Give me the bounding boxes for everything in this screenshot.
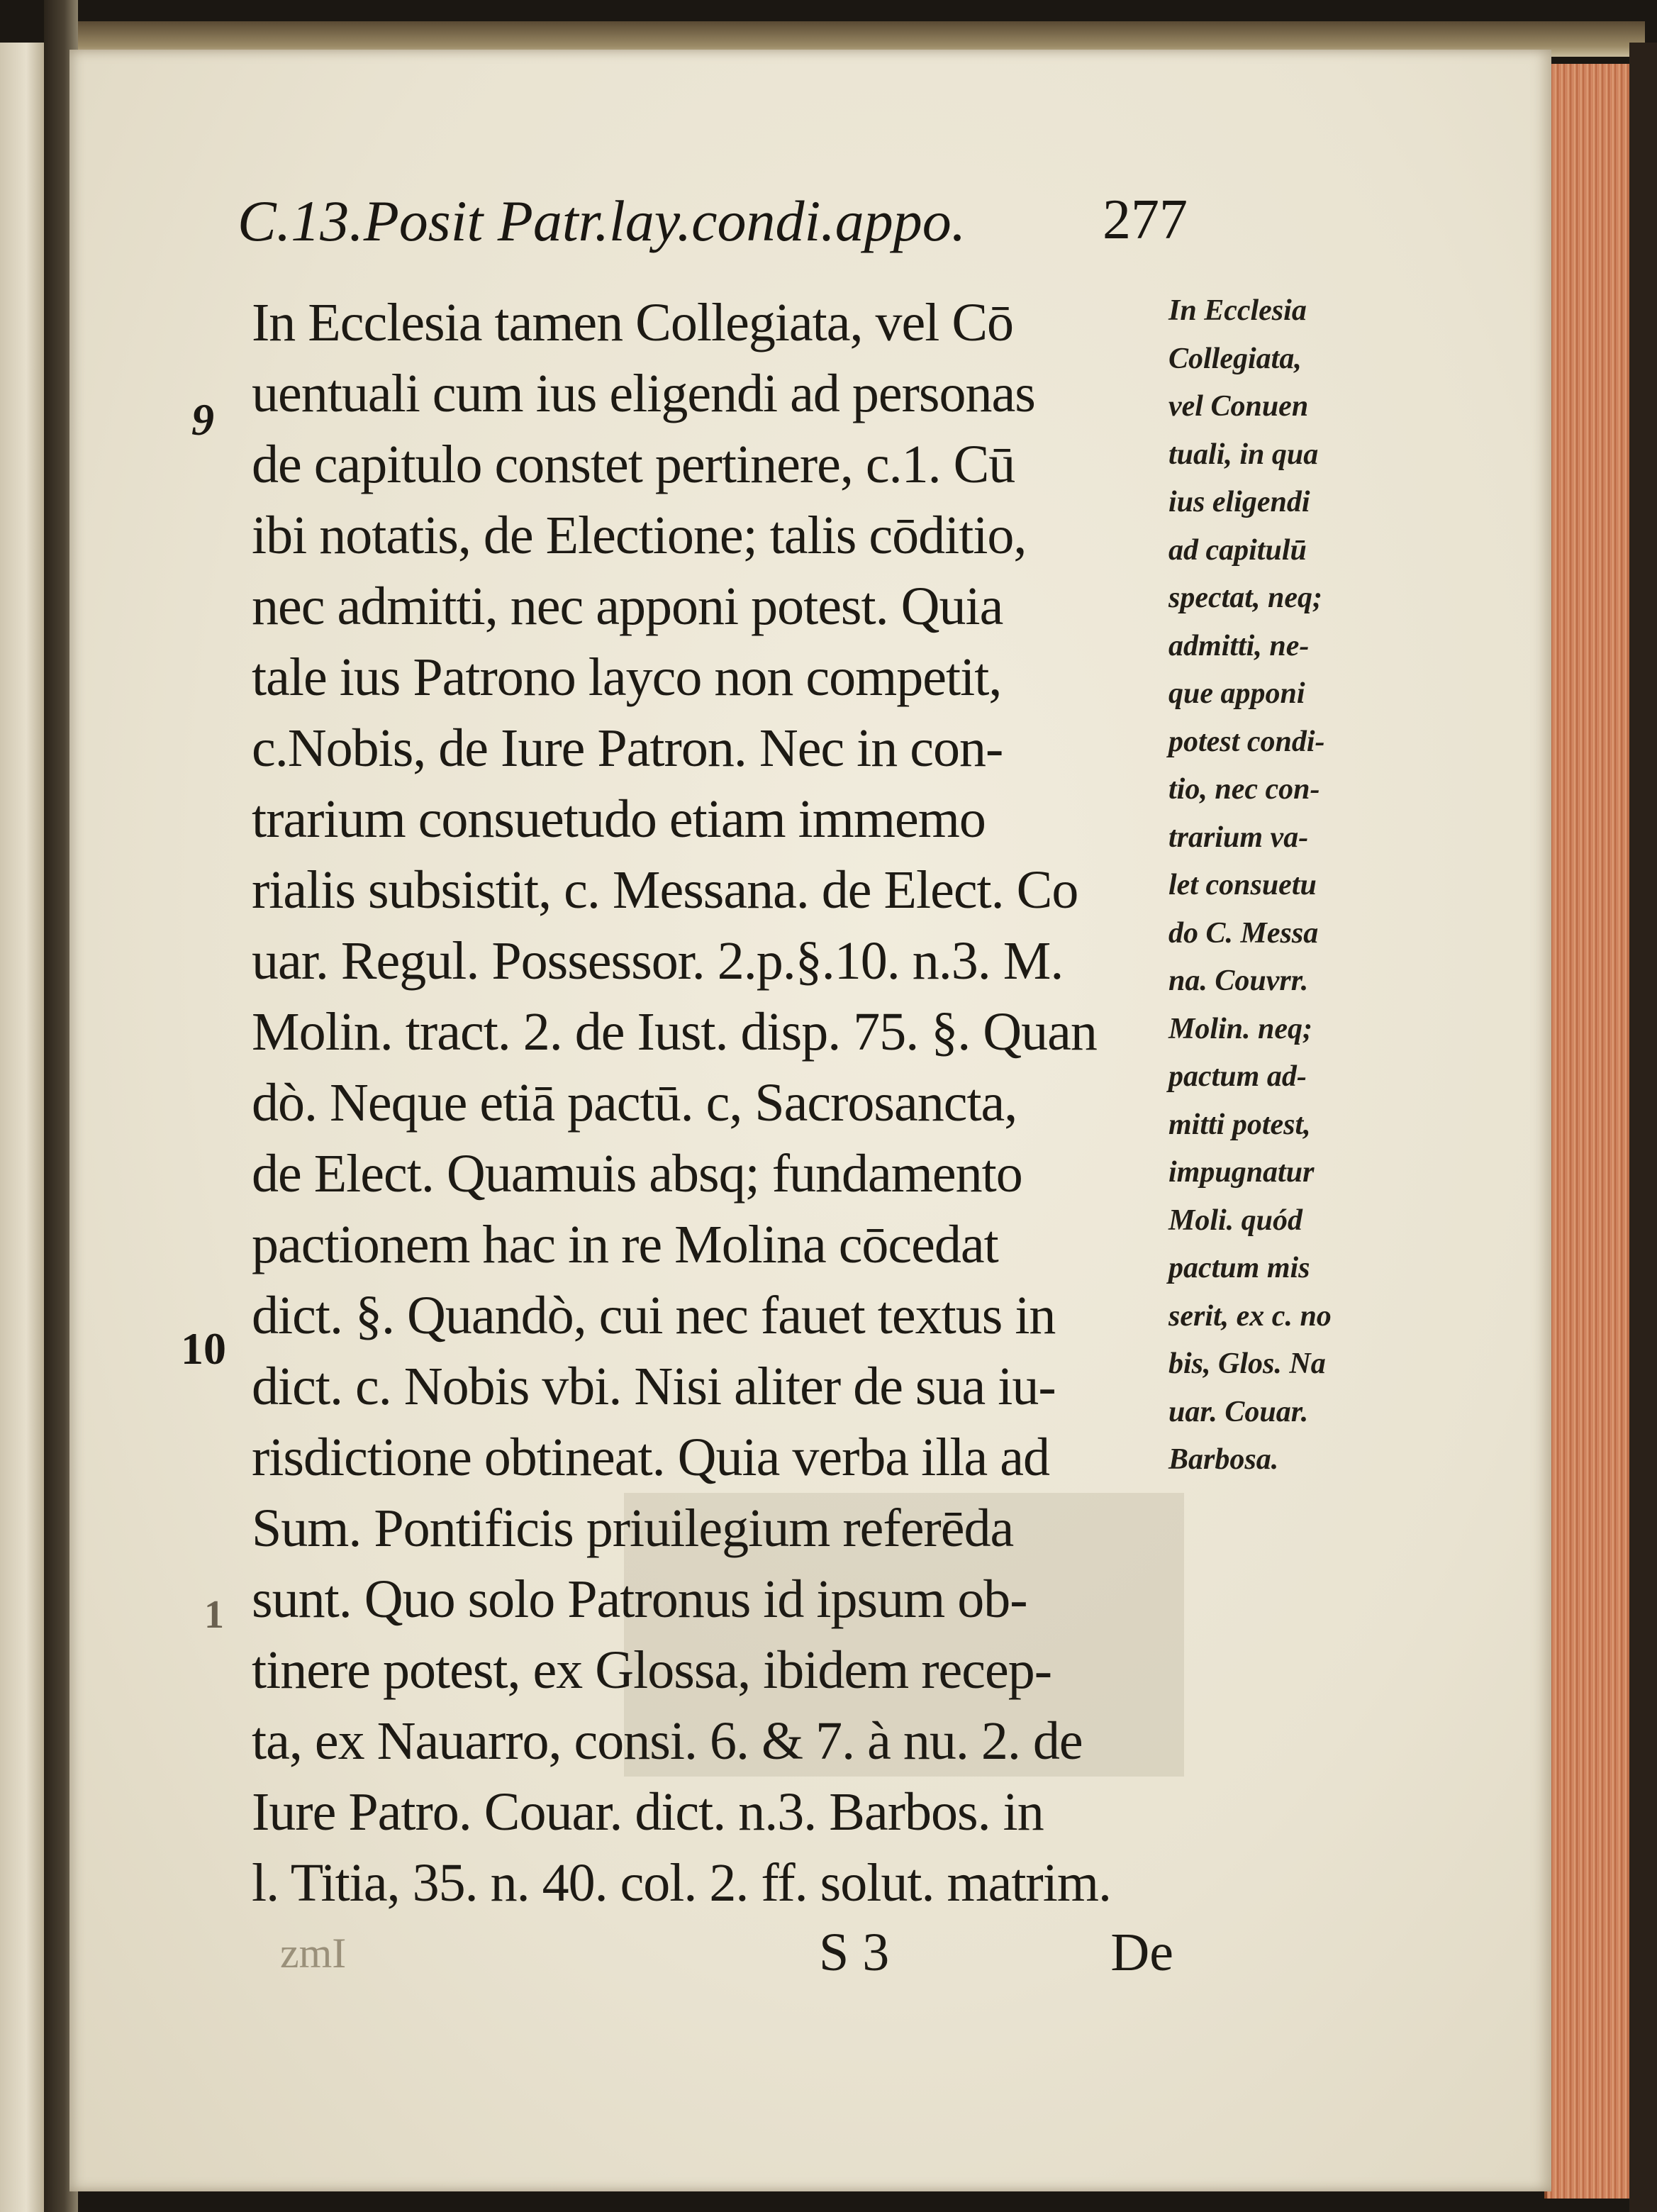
text-line: pactionem hac in re Molina cōcedat: [252, 1215, 998, 1274]
text-line: sunt. Quo solo Patronus id ipsum ob-: [252, 1569, 1027, 1629]
margin-note-line: tuali, in qua: [1168, 438, 1319, 471]
text-line: dò. Neque etiā pactū. c, Sacrosancta,: [252, 1073, 1017, 1133]
text-line: uar. Regul. Possessor. 2.p.§.10. n.3. M.: [252, 931, 1064, 991]
text-line: risdictione obtineat. Quia verba illa ad: [252, 1428, 1049, 1487]
margin-note-line: admitti, ne-: [1168, 629, 1310, 662]
text-line: Sum. Pontificis priuilegium referēda: [252, 1499, 1014, 1558]
catchword: De: [1110, 1923, 1173, 1982]
margin-note-line: trarium va-: [1168, 821, 1309, 854]
footer-smudge: zmI: [280, 1930, 347, 1977]
paragraph-marker-10: 10: [181, 1323, 226, 1374]
margin-note-line: In Ecclesia: [1168, 294, 1307, 327]
text-line: l. Titia, 35. n. 40. col. 2. ff. solut. matrim.: [252, 1853, 1111, 1913]
margin-note-line: ius eligendi: [1168, 486, 1310, 518]
text-line: de capitulo constet pertinere, c.1. Cū: [252, 435, 1015, 494]
margin-note-line: Molin. neq;: [1168, 1012, 1313, 1045]
page-block-edges: [1544, 64, 1632, 2199]
text-line: dict. §. Quandò, cui nec fauet textus in: [252, 1286, 1056, 1345]
margin-note-line: do C. Messa: [1168, 916, 1319, 950]
text-line: dict. c. Nobis vbi. Nisi aliter de sua iu-: [252, 1357, 1056, 1416]
text-line: nec admitti, nec apponi potest. Quia: [252, 577, 1003, 636]
folio-number: 277: [1103, 189, 1188, 251]
margin-note-line: na. Couvrr.: [1168, 965, 1309, 997]
margin-note-line: bis, Glos. Na: [1168, 1347, 1326, 1380]
text-line: In Ecclesia tamen Collegiata, vel Cō: [252, 293, 1014, 352]
margin-note-line: pactum ad-: [1168, 1060, 1307, 1093]
text-line: c.Nobis, de Iure Patron. Nec in con-: [252, 718, 1003, 778]
text-line: tinere potest, ex Glossa, ibidem recep-: [252, 1640, 1052, 1700]
margin-note-line: vel Conuen: [1168, 390, 1309, 423]
margin-note-line: uar. Couar.: [1168, 1395, 1309, 1428]
text-line: rialis subsistit, c. Messana. de Elect. Co: [252, 860, 1078, 920]
text-line: de Elect. Quamuis absq; fundamento: [252, 1144, 1022, 1204]
text-line: Iure Patro. Couar. dict. n.3. Barbos. in: [252, 1782, 1044, 1842]
text-line: trarium consuetudo etiam immemo: [252, 789, 986, 849]
margin-note-line: Collegiata,: [1168, 342, 1302, 375]
text-line: ta, ex Nauarro, consi. 6. & 7. à nu. 2. de: [252, 1711, 1083, 1771]
running-title: C.13.Posit Patr.lay.condi.appo.: [238, 189, 966, 253]
text-line: ibi notatis, de Electione; talis cōditio,: [252, 506, 1027, 565]
signature-mark: S 3: [819, 1923, 890, 1982]
running-header: [238, 188, 1188, 266]
margin-note-line: Moli. quód: [1168, 1204, 1303, 1237]
margin-note-line: Barbosa.: [1168, 1443, 1279, 1476]
paragraph-marker-9: 9: [191, 394, 214, 445]
text-line: Molin. tract. 2. de Iust. disp. 75. §. Quan: [252, 1002, 1097, 1062]
margin-note-line: impugnatur: [1168, 1156, 1315, 1189]
margin-note-line: spectat, neq;: [1168, 582, 1322, 614]
main-text-column: [252, 287, 1166, 1918]
margin-note-line: mitti potest,: [1168, 1108, 1311, 1141]
page-footer: [252, 1922, 1173, 1993]
cover-edge: [1629, 43, 1657, 2212]
text-line: tale ius Patrono layco non competit,: [252, 648, 1002, 707]
margin-note-line: potest condi-: [1168, 725, 1325, 758]
marginal-note: [1168, 287, 1395, 1484]
margin-note-line: let consuetu: [1168, 869, 1317, 901]
margin-note-line: serit, ex c. no: [1168, 1299, 1332, 1333]
facing-page-edge: [0, 43, 46, 2212]
paragraph-marker-1: 1: [204, 1593, 224, 1637]
text-line: uentuali cum ius eligendi ad personas: [252, 364, 1035, 423]
margin-note-line: ad capitulū: [1168, 533, 1307, 567]
margin-note-line: que apponi: [1168, 677, 1305, 710]
margin-note-line: tio, nec con-: [1168, 773, 1320, 806]
margin-note-line: pactum mis: [1168, 1252, 1310, 1284]
